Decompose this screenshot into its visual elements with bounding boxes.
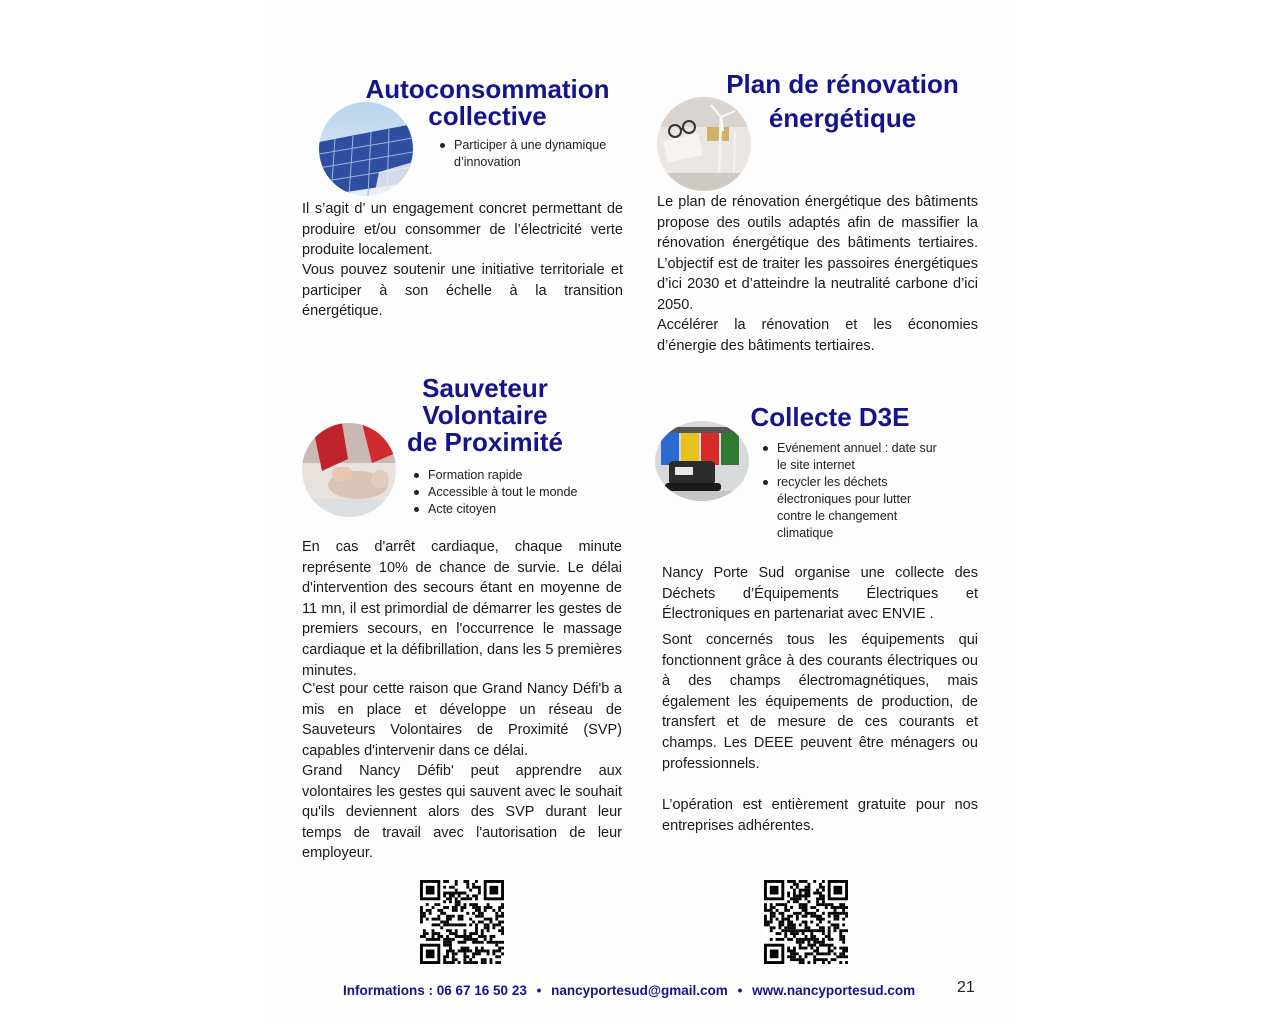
sauveteur-bullets xyxy=(410,467,620,518)
list-item: Participer à une dynamique d’innovation xyxy=(436,137,626,171)
solar-panel-photo xyxy=(319,102,413,196)
qr-code[interactable] xyxy=(420,880,504,964)
sauveteur-title: Sauveteur Volontaire de Proximité xyxy=(406,373,564,457)
autoconsommation-title: Autoconsommation collective xyxy=(365,74,610,131)
list-item: Accessible à tout le monde xyxy=(410,484,620,501)
paragraph: Vous pouvez soutenir une initiative territoriale et participer à son échelle à la transition énergétique. xyxy=(302,262,623,320)
autoconsommation-bullets xyxy=(436,137,626,171)
recycling-bins-photo xyxy=(655,421,749,501)
renovation-desk-photo xyxy=(657,97,751,191)
d3e-bullets xyxy=(759,440,949,542)
footer-separator: • xyxy=(737,983,743,998)
list-item: Acte citoyen xyxy=(410,501,620,518)
qr-code[interactable] xyxy=(764,880,848,964)
page-number: 21 xyxy=(957,979,975,996)
list-item: Evénement annuel : date sur le site internet xyxy=(759,440,949,474)
d3e-title: Collecte D3E xyxy=(750,402,910,432)
footer xyxy=(343,983,915,998)
list-item: recycler les déchets électroniques pour lutter contre le changement climatique xyxy=(759,474,949,542)
paragraph: L’opération est entièrement gratuite pour nos entreprises adhérentes. xyxy=(662,797,978,834)
paragraph: Nancy Porte Sud organise une collecte des Déchets d’Équipements Électriques et Électroniques en partenariat avec ENVIE . xyxy=(662,565,978,623)
paragraph: Le plan de rénovation énergétique des bâtiments propose des outils adaptés afin de massifier la rénovation énergétique des bâtiments tertiaires. L’objectif est de traiter les passoires énergétiques d’ici 2030 et d’atteindre la neutralité carbone d’ici 2050. xyxy=(657,194,978,313)
paragraph: Accélérer la rénovation et les économies d’énergie des bâtiments tertiaires. xyxy=(657,317,978,354)
renovation-title: Plan de rénovation énergétique xyxy=(726,69,959,133)
footer-separator: • xyxy=(536,983,542,998)
footer-website[interactable]: www.nancyportesud.com xyxy=(752,983,916,998)
paragraph: Il s’agit d’ un engagement concret permettant de produire et/ou consommer de l’électricité verte produite localement. xyxy=(302,201,623,259)
list-item: Formation rapide xyxy=(410,467,620,484)
footer-email[interactable]: nancyportesud@gmail.com xyxy=(551,983,728,998)
footer-info: Informations : 06 67 16 50 23 xyxy=(343,983,527,998)
paragraph: C'est pour cette raison que Grand Nancy Défi'b a mis en place et développe un réseau de Sauveteurs Volontaires de Proximité (SVP) capables d'intervenir dans ce délai. xyxy=(302,681,622,759)
cpr-training-photo xyxy=(302,423,396,517)
paragraph: Sont concernés tous les équipements qui fonctionnent grâce à des courants électriques ou à des champs électromagnétiques, mais également les équipements de production, de transfert et de mesure de ces courants et champs. Les DEEE peuvent être ménagers ou professionnels. xyxy=(662,632,978,772)
paragraph: Grand Nancy Défib' peut apprendre aux volontaires les gestes qui sauvent avec le souhait qu'ils deviennent alors des SVP durant leur temps de travail avec l'autorisation de leur employeur. xyxy=(302,763,622,862)
paragraph: En cas d'arrêt cardiaque, chaque minute représente 10% de chance de survie. Le délai d'intervention des secours étant en moyenne de 11 mn, il est primordial de démarrer les gestes de premiers secours, en l'occurrence le massage cardiaque et la défibrillation, dans les 5 premières minutes. xyxy=(302,539,622,679)
